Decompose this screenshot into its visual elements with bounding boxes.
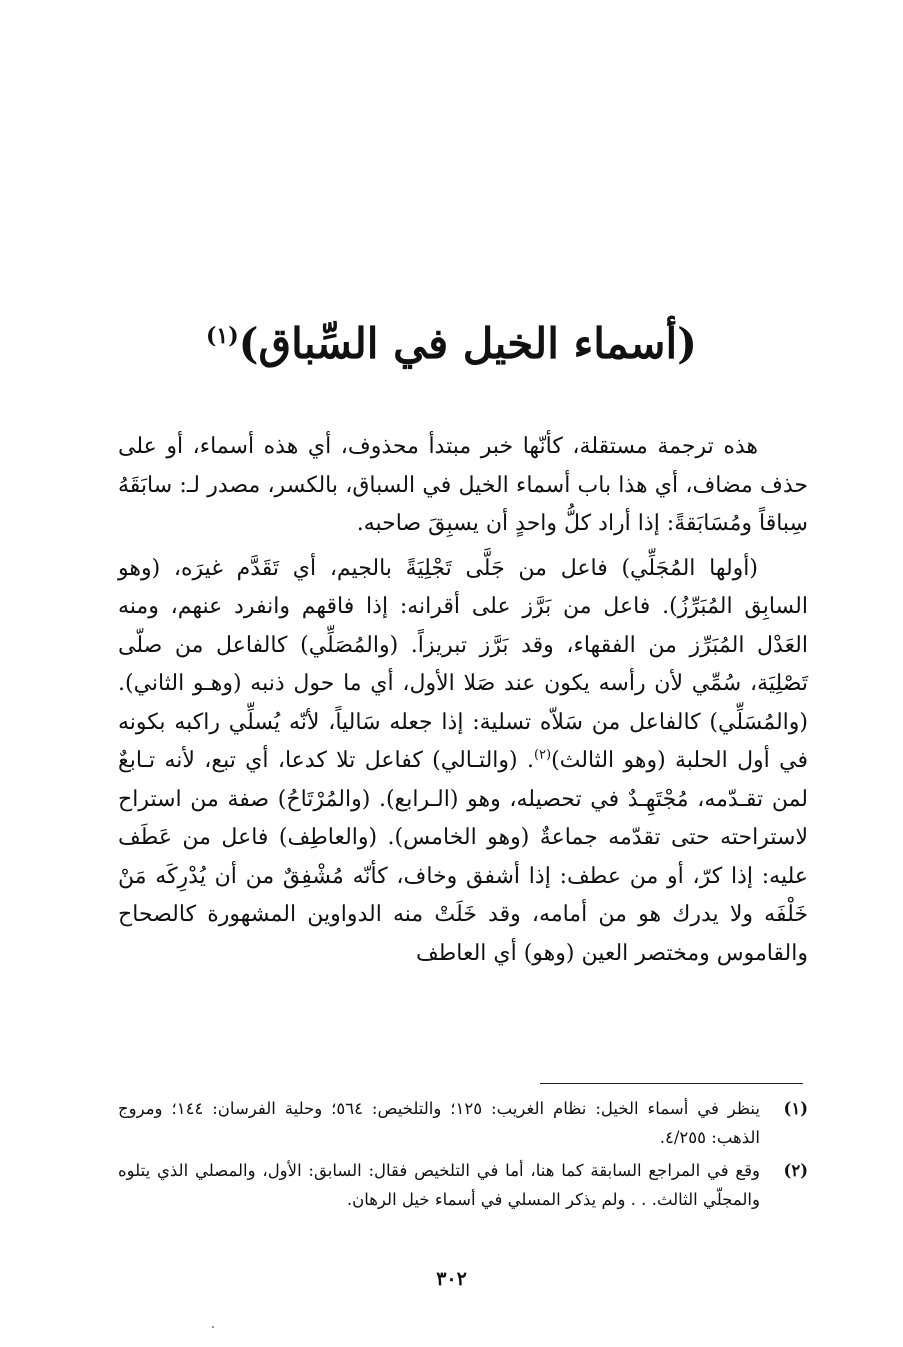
paragraph-horse-names-part-1: (أولها المُجَلِّي) فاعل من جَلَّى تَجْلِيَةً بالجيم، أي تَقَدَّم غيرَه، (وهو السابِق المُبَرِّزُ). فاعل من بَرَّز على أقرانه: إذا فاقهم وانفرد عنهم، ومنه العَدْل المُبَرِّز من الفقهاء، وقد بَرَّز تبريزاً. (والمُصَلِّي) كالفاعل من صلّى تَصْلِيَة، سُمِّي لأن رأسه يكون عند صَلا الأول، أي ما حول ذنبه (وهـو الثاني). (والمُسَلِّي) كالفاعل من سَلاّه تسلية: إذا جعله سَالياً، لأنّه يُسلِّي راكبه بكونه في أول الحلبة (وهو الثالث) — [118, 555, 808, 773]
footnote-2-number: (٢) — [783, 1161, 808, 1180]
main-text — [118, 428, 808, 973]
heading-footnote-ref: (١) — [205, 323, 239, 349]
footnote-separator — [540, 1083, 803, 1084]
paragraph-horse-names: (أولها المُجَلِّي) فاعل من جَلَّى تَجْلِيَةً بالجيم، أي تَقَدَّم غيرَه، (وهو السابِق المُبَرِّزُ). فاعل من بَرَّز على أقرانه: إذا فاقهم وانفرد عنهم، ومنه العَدْل المُبَرِّز من الفقهاء، وقد بَرَّز تبريزاً. (والمُصَلِّي) كالفاعل من صلّى تَصْلِيَة، سُمِّي لأن رأسه يكون عند صَلا الأول، أي ما حول ذنبه (وهـو الثاني). (والمُسَلِّي) كالفاعل من سَلاّه تسلية: إذا جعله سَالياً، لأنّه يُسلِّي راكبه بكونه في أول الحلبة (وهو الثالث)$^{(٢)}$. (والتـالي) كفاعل تلا كدعا، أي تبع، لأنه تـابعٌ لمن تقـدّمه، مُجْتَهِـدٌ في تحصيله، وهو (الـرابع). (والمُرْتَاحُ) صفة من استراح لاستراحته حتى تقدّمه جماعةٌ (وهو الخامس). (والعاطِف) فاعل من عَطَف عليه: إذا كرّ، أو من عطف: إذا أشفق وخاف، كأنّه مُشْفِقٌ من أن يُدْرِكَه مَنْ خَلْفَه ولا يدرك هو من أمامه، وقد خَلَتْ منه الدواوين المشهورة كالصحاح والقاموس ومختصر العين (وهو) أي العاطف — [118, 555, 808, 966]
inline-footnote-ref: (٢) — [533, 747, 552, 763]
footnote-1 — [118, 1094, 808, 1152]
scan-speck — [212, 1326, 214, 1328]
page-number: ٣٠٢ — [436, 1268, 467, 1290]
footnote-1-number: (١) — [783, 1099, 808, 1118]
heading-title: (أسماء الخيل في السِّباق) — [238, 319, 698, 368]
footnote-1-text: ينظر في أسماء الخيل: نظام الغريب: ١٢٥؛ والتلخيص: ٥٦٤؛ وحلية الفرسان: ١٤٤؛ ومروج الذهب: ٤/٢٥٥. — [118, 1099, 760, 1147]
footnotes — [118, 1094, 808, 1218]
paragraph-intro: هذه ترجمة مستقلة، كأنّها خبر مبتدأ محذوف، أي هذه أسماء، أو على حذف مضاف، أي هذا باب أسماء الخيل في السباق، بالكسر، مصدر لـ: سابَقَهُ سِباقاً ومُسَابَقةً: إذا أراد كلُّ واحدٍ أن يسبِقَ صاحبه. — [118, 434, 808, 536]
footnote-2 — [118, 1156, 808, 1214]
paragraph-horse-names-part-2: (والتـالي) كفاعل تلا كدعا، أي تبع، لأنه تـابعٌ لمن تقـدّمه، مُجْتَهِـدٌ في تحصيله، وهو (الـرابع). (والمُرْتَاحُ) صفة من استراح لاستراحته حتى تقدّمه جماعةٌ (وهو الخامس). (والعاطِف) فاعل من عَطَف عليه: إذا كرّ، أو من عطف: إذا أشفق وخاف، كأنّه مُشْفِقٌ من أن يُدْرِكَه مَنْ خَلْفَه ولا يدرك هو من أمامه، وقد خَلَتْ منه الدواوين المشهورة كالصحاح والقاموس ومختصر العين (وهو) أي العاطف — [118, 748, 808, 966]
section-heading — [90, 306, 813, 374]
footnote-2-text: وقع في المراجع السابقة كما هنا، أما في التلخيص فقال: السابق: الأول، والمصلي الذي يتلوه والمجلّي الثالث. . . ولم يذكر المسلي في أسماء خيل الرهان. — [118, 1161, 760, 1209]
